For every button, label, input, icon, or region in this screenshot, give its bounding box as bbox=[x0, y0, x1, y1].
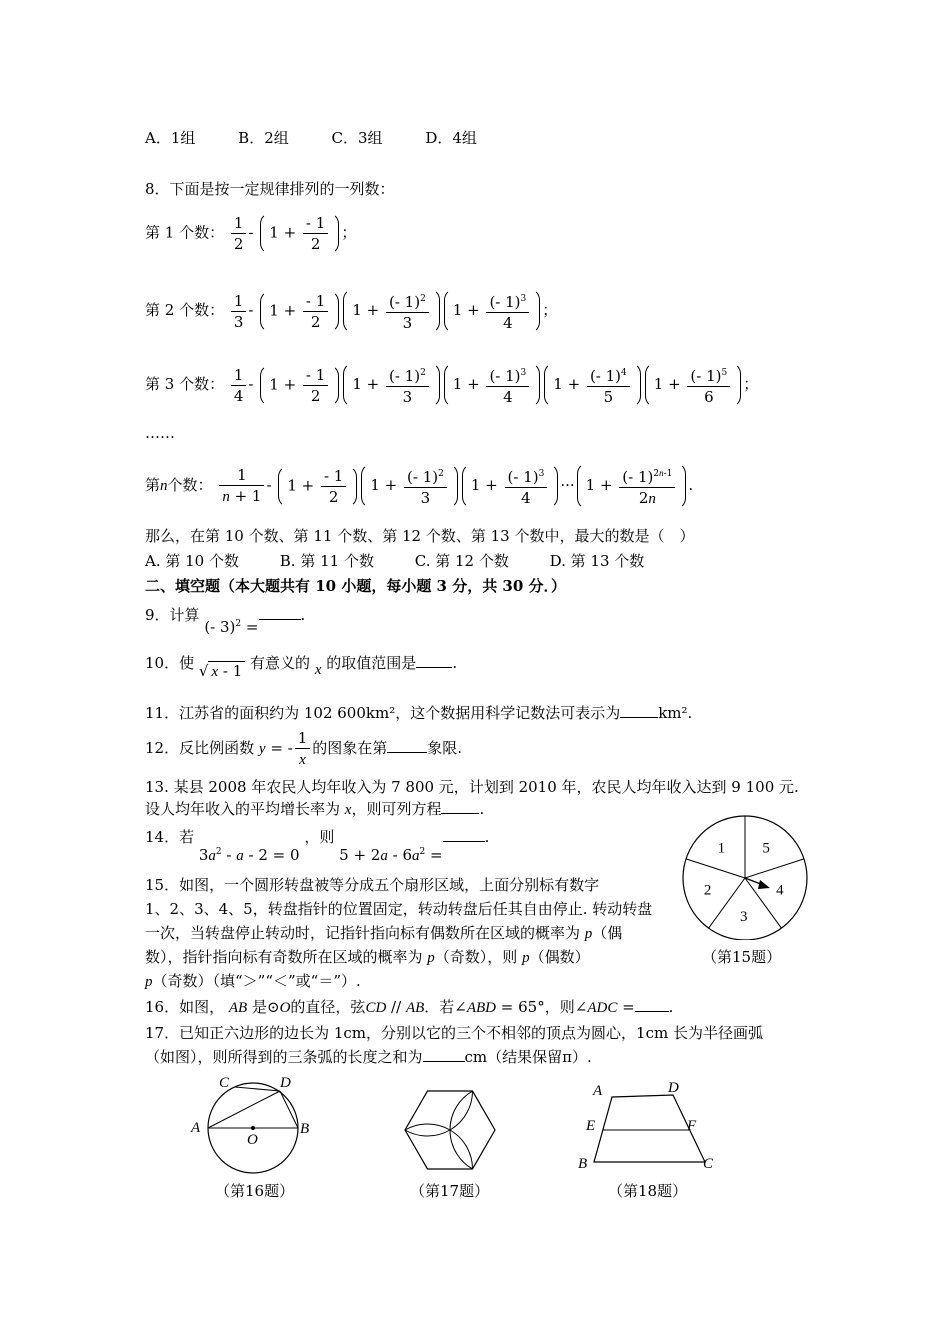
q8-label-3: 第 3 个数： bbox=[145, 375, 225, 393]
q10-mid: 有意义的 bbox=[250, 654, 311, 672]
q8-options bbox=[145, 550, 644, 571]
q8-label-n-pre: 第 bbox=[145, 476, 161, 494]
q9: 9．计算 (- 3)$^2$ =. bbox=[145, 606, 306, 636]
q15-caption: （第15题） bbox=[702, 948, 782, 966]
q12-prefix: 12．反比例函数 bbox=[145, 739, 255, 757]
q8-label-1: 第 1 个数： bbox=[145, 223, 225, 242]
fig18-label-b: B bbox=[578, 1156, 588, 1172]
section-2-heading: 二、填空题（本大题共有 10 小题，每小题 3 分，共 30 分．） bbox=[145, 577, 567, 595]
q11 bbox=[145, 702, 692, 723]
fig18-label-f: F bbox=[687, 1118, 697, 1134]
q15-line-4-text: 数），指针指向标有奇数所在区域的概率为 bbox=[145, 948, 423, 966]
spinner-divider bbox=[686, 859, 745, 878]
q16: 16．如图， AB 是⊙O的直径，弦CD // AB．若∠ABD = 65°，则∠ADC = . bbox=[145, 998, 674, 1016]
q14-prefix: 14．若 bbox=[145, 828, 195, 846]
q16-mid-3: ．若 bbox=[424, 998, 455, 1016]
q15-line-2: 1、2、3、4、5，转盘指针的位置固定，转动转盘后任其自由停止. 转动转盘 bbox=[145, 900, 653, 918]
fig17-arcs bbox=[405, 1091, 473, 1169]
q10-prefix: 10．使 bbox=[145, 654, 195, 672]
q8-ellipsis: …… bbox=[145, 424, 175, 442]
q8-number-3: 第 3 个数： $\frac{1}{4}$ - 1 + $\frac{- 1}{2}$ 1 + $\frac{(- 1)^2}{3}$ 1 + $\frac{(- 1)^3}{4}$ 1 + $\frac{(- 1)^4}{5}$ 1 + $\frac{(- 1)^5}{6}$ ； bbox=[145, 362, 758, 408]
fig18-label-d: D bbox=[668, 1080, 679, 1096]
fig16-line-ad bbox=[208, 1091, 280, 1128]
q17-line-2-text: （如图），则所得到的三条弧的长度之和为 bbox=[145, 1048, 423, 1066]
q16-prefix: 16．如图， bbox=[145, 998, 225, 1016]
q11-text: 11．江苏省的面积约为 102 600km²，这个数据用科学记数法可表示为 bbox=[145, 704, 621, 722]
fig16-circle-diagram bbox=[185, 1070, 320, 1180]
q11-unit: km². bbox=[658, 704, 693, 722]
q8-option-a: A. 第 10 个数 bbox=[145, 552, 239, 570]
q8-label-2: 第 2 个数： bbox=[145, 301, 225, 319]
fig16-line-db bbox=[280, 1091, 298, 1128]
q15-line-3-text: 一次，当转盘停止转动时，记指针指向标有偶数所在区域的概率为 bbox=[145, 924, 581, 942]
fig16-caption: （第16题） bbox=[215, 1182, 295, 1200]
q8-stem: 8．下面是按一定规律排列的一列数： bbox=[145, 180, 395, 198]
q12: 12．反比例函数 y = - $\frac{1}{x}$ 的图象在第 象限. bbox=[145, 729, 463, 768]
fig16-label-b: B bbox=[300, 1121, 310, 1137]
q13-line-2-text: 设人均年收入的平均增长率为 bbox=[145, 800, 341, 818]
q8-number-1: 第 1 个数： $\frac{1}{2}$ - 1 + $\frac{- 1}{2}$ ； bbox=[145, 214, 357, 253]
q7-option-b: B．2组 bbox=[238, 129, 289, 147]
q15-line-4: 数），指针指向标有奇数所在区域的概率为 p（奇数），则 p（偶数） bbox=[145, 948, 590, 966]
q13-line-1: 13. 某县 2008 年农民人均年收入为 7 800 元，计划到 2010 年，农民人均年收入达到 9 100 元. bbox=[145, 778, 799, 796]
q10: 10．使 √ x - 1 有意义的 x 的取值范围是 . bbox=[145, 654, 458, 680]
q14-mid: ，则 bbox=[304, 828, 335, 846]
q16-mid-2: 的直径，弦 bbox=[290, 998, 366, 1016]
q15-line-1: 15．如图，一个圆形转盘被等分成五个扇形区域，上面分别标有数字 bbox=[145, 876, 600, 894]
q8-option-c: C. 第 12 个数 bbox=[414, 552, 509, 570]
fig18-label-e: E bbox=[586, 1118, 596, 1134]
spinner-sector-label: 2 bbox=[703, 882, 712, 899]
q15-line-5: p（奇数）（填“＞”“＜”或“＝”）. bbox=[145, 972, 361, 990]
spinner-labels bbox=[704, 840, 784, 925]
fig18-label-c: C bbox=[703, 1156, 714, 1172]
spinner-pointer-arrow bbox=[758, 880, 770, 889]
q13-line-2-end: ，则可列方程 bbox=[351, 800, 442, 818]
q12-mid: 的图象在第 bbox=[312, 739, 388, 757]
spinner-sector-label: 1 bbox=[717, 840, 726, 857]
fig16-label-o: O bbox=[247, 1132, 258, 1148]
q15-line-3: 一次，当转盘停止转动时，记指针指向标有偶数所在区域的概率为 p（偶 bbox=[145, 924, 623, 942]
q7-option-a: A．1组 bbox=[145, 129, 196, 147]
q17-line-2 bbox=[145, 1046, 592, 1067]
q17-line-1: 17．已知正六边形的边长为 1cm，分别以它的三个不相邻的顶点为圆心，1cm 长为半径画弧 bbox=[145, 1024, 763, 1042]
fig18-trapezoid-diagram bbox=[575, 1075, 725, 1175]
q7-option-d: D．4组 bbox=[425, 129, 477, 147]
q8-label-n-post: 个数： bbox=[167, 476, 213, 494]
q12-suffix: 象限. bbox=[427, 739, 463, 757]
q10-suffix: 的取值范围是 bbox=[326, 654, 417, 672]
q14: 14．若 $3a^2 - a - 2 = 0$ ，则 $5 + 2a - 6a^2$ =. bbox=[145, 828, 490, 864]
fig18-label-a: A bbox=[593, 1083, 603, 1099]
q15-line-5-text: （奇数）（填“＞”“＜”或“＝”）. bbox=[152, 972, 361, 990]
fig16-label-a: A bbox=[191, 1120, 201, 1136]
fig18-caption: （第18题） bbox=[608, 1182, 688, 1200]
spinner-sector-label: 5 bbox=[762, 840, 770, 857]
q15-spinner-figure bbox=[670, 812, 820, 940]
spinner-sector-label: 3 bbox=[740, 909, 748, 925]
q8-question: 那么，在第 10 个数、第 11 个数、第 12 个数、第 13 个数中，最大的数是（ ） bbox=[145, 527, 695, 545]
q17-line-2-end: cm（结果保留π）. bbox=[464, 1048, 592, 1066]
q15-line-4-end: （偶数） bbox=[529, 948, 590, 966]
q8-number-2: 第 2 个数： $\frac{1}{3}$ - 1 + $\frac{- 1}{2}$ 1 + $\frac{(- 1)^2}{3}$ 1 + $\frac{(- 1)^3}{4}$ ； bbox=[145, 288, 557, 334]
q9-prefix: 9．计算 bbox=[145, 606, 200, 624]
q7-option-c: C．3组 bbox=[331, 129, 383, 147]
fig16-center-point bbox=[251, 1126, 255, 1130]
q16-mid-4: ，则 bbox=[544, 998, 575, 1016]
q8-option-b: B. 第 11 个数 bbox=[279, 552, 374, 570]
q8-option-d: D. 第 13 个数 bbox=[549, 552, 645, 570]
fig17-arc bbox=[450, 1091, 473, 1169]
fig16-label-c: C bbox=[219, 1075, 230, 1091]
q13-line-2: 设人均年收入的平均增长率为 x，则可列方程 . bbox=[145, 800, 485, 818]
q15-line-3-end: （偶 bbox=[592, 924, 623, 942]
q16-mid-1: 是 bbox=[251, 998, 267, 1016]
fig17-caption: （第17题） bbox=[410, 1182, 490, 1200]
q8-number-n: 第n个数： $\frac{1}{n + 1}$ - 1 + $\frac{- 1}{2}$ 1 + $\frac{(- 1)^2}{3}$ 1 + $\frac{(- 1)^3}{4}$ ··· 1 + $\frac{(- 1)^{2n-1}}{2n}$ . bbox=[145, 462, 693, 510]
fig17-hexagon-diagram bbox=[400, 1083, 500, 1178]
q15-line-4-mid: （奇数），则 bbox=[434, 948, 518, 966]
spinner-divider bbox=[745, 859, 804, 878]
spinner-sector-label: 4 bbox=[776, 882, 784, 899]
q7-options bbox=[145, 127, 477, 148]
fig16-label-d: D bbox=[280, 1075, 291, 1091]
